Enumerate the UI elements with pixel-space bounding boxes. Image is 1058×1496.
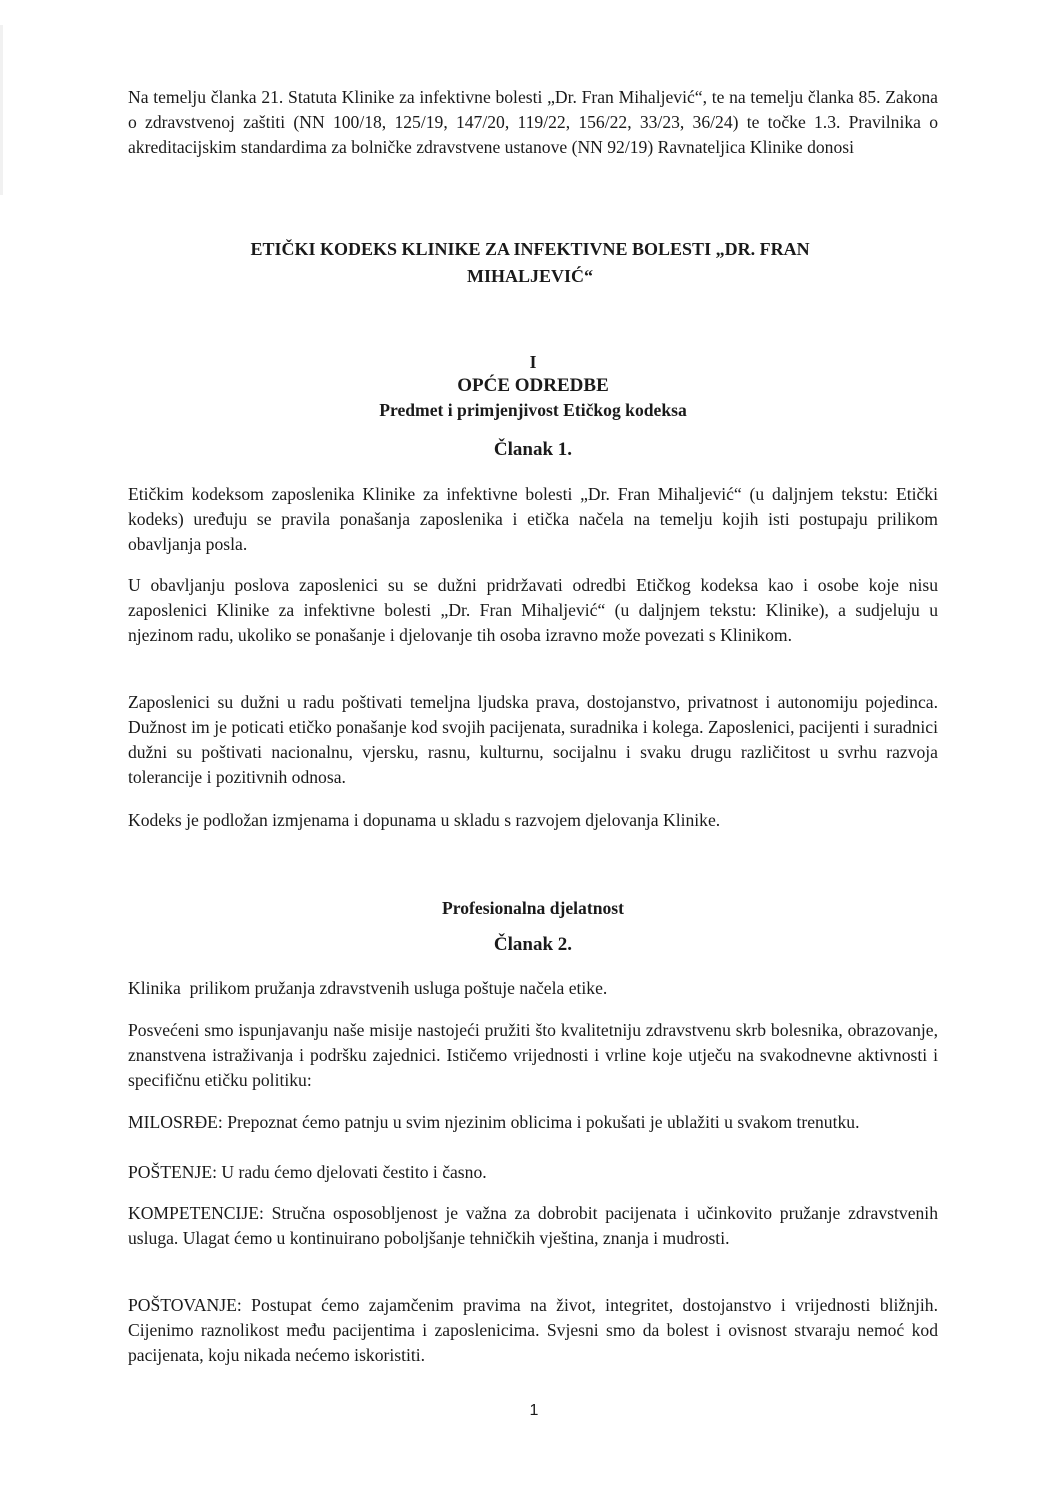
preamble-paragraph: Na temelju članka 21. Statuta Klinike za infektivne bolesti „Dr. Fran Mihaljević“, te na temelju članka 85. Zakona o zdravstvenoj zaštiti (NN 100/18, 125/19, 147/20, 119/22, 156/22, 33/23, 36/24) te točke 1.3. Pravilnika o akreditacijskim standardima za bolničke zdravstvene ustanove (NN 92/19) Ravnateljica Klinike donosi bbox=[128, 87, 938, 157]
page-number: 1 bbox=[529, 1402, 539, 1419]
value-milosrde: MILOSRĐE: Prepoznat ćemo patnju u svim njezinim oblicima i pokušati je ublažiti u svakom trenutku. bbox=[128, 1112, 860, 1132]
value-postovanje: POŠTOVANJE: Postupat ćemo zajamčenim pravima na život, integritet, dostojanstvo i vrijednosti bližnjih. Cijenimo raznolikost među pacijentima i zaposlenicima. Svjesni smo da bolest i ovisnost stvaraju nemoć kod pacijenata, koju nikada nećemo iskoristiti. bbox=[128, 1295, 938, 1365]
article-2-mission: Posvećeni smo ispunjavanju naše misije nastojeći pružiti što kvalitetniju zdravstvenu skrb bolesnika, obrazovanje, znanstvena istraživanja i podršku zajednici. Ističemo vrijednosti i vrline koje utječu na svakodnevne aktivnosti i specifičnu etičku politiku: bbox=[128, 1020, 938, 1090]
section-1-numeral: I bbox=[529, 352, 537, 372]
document-title-line-2: MIHALJEVIĆ“ bbox=[466, 266, 593, 286]
article-1-paragraph-2: U obavljanju poslova zaposlenici su se dužni pridržavati odredbi Etičkog kodeksa kao i osobe koje nisu zaposlenici Klinike za infektivne bolesti „Dr. Fran Mihaljević“ (u daljnjem tekstu: Klinike), a sudjeluju u njezinom radu, ukoliko se ponašanje i djelovanje tih osoba izravno može povezati s Klinikom. bbox=[128, 575, 938, 645]
article-1-heading: Članak 1. bbox=[493, 439, 573, 460]
document-title bbox=[190, 236, 870, 290]
article-2-intro: Klinika prilikom pružanja zdravstvenih usluga poštuje načela etike. bbox=[128, 978, 608, 998]
document-title-line-1: ETIČKI KODEKS KLINIKE ZA INFEKTIVNE BOLESTI „DR. FRAN bbox=[250, 239, 810, 259]
scan-edge-mark bbox=[0, 25, 3, 195]
article-1-paragraph-4: Kodeks je podložan izmjenama i dopunama u skladu s razvojem djelovanja Klinike. bbox=[128, 810, 721, 830]
section-1-heading: OPĆE ODREDBE bbox=[457, 375, 609, 396]
value-postenje: POŠTENJE: U radu ćemo djelovati čestito i časno. bbox=[128, 1162, 487, 1182]
section-1-subheading: Predmet i primjenjivost Etičkog kodeksa bbox=[379, 400, 687, 420]
article-2-heading: Članak 2. bbox=[493, 934, 573, 955]
section-2-subheading: Profesionalna djelatnost bbox=[442, 898, 624, 918]
article-1-paragraph-1: Etičkim kodeksom zaposlenika Klinike za infektivne bolesti „Dr. Fran Mihaljević“ (u daljnjem tekstu: Etički kodeks) uređuju se pravila ponašanja zaposlenika i etička načela na temelju kojih isti postupaju prilikom obavljanja posla. bbox=[128, 484, 938, 554]
article-1-paragraph-3: Zaposlenici su dužni u radu poštivati temeljna ljudska prava, dostojanstvo, privatnost i autonomiju pojedinca. Dužnost im je poticati etičko ponašanje kod svojih pacijenata, suradnika i kolega. Zaposlenici, pacijenti i suradnici dužni su poštivati nacionalnu, vjersku, rasnu, kulturnu, socijalnu i svaku drugu različitost u svrhu razvoja tolerancije i pozitivnih odnosa. bbox=[128, 692, 938, 787]
value-kompetencije: KOMPETENCIJE: Stručna osposobljenost je važna za dobrobit pacijenata i učinkovito pružanje zdravstvenih usluga. Ulagat ćemo u kontinuirano poboljšanje tehničkih vještina, znanja i mudrosti. bbox=[128, 1203, 938, 1248]
